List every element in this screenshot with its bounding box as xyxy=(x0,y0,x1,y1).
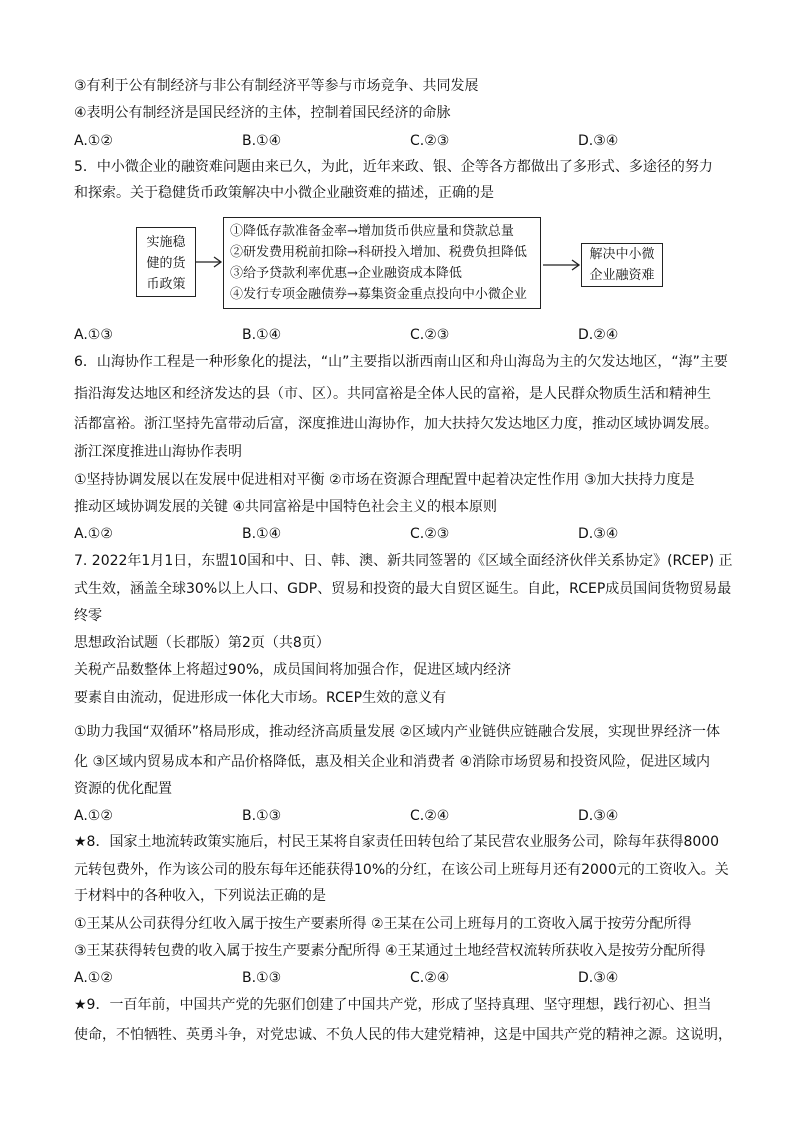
q7-stem-line-5: 要素自由流动，促进形成一体化大市场。RCEP生效的意义有 xyxy=(74,690,447,706)
q8-stem-line-1: ★8．国家土地流转政策实施后，村民王某将自家责任田转包给了某民营农业服务公司，除每年获得8000 xyxy=(74,834,720,850)
q9-stem-line-2: 使命，不怕牺牲、英勇斗争，对党忠诚、不负人民的伟大建党精神，这是中国共产党的精神之源。这说明， xyxy=(74,1027,732,1043)
q7-option-a[interactable]: A.①② xyxy=(74,808,113,824)
q7-option-c[interactable]: C.②④ xyxy=(410,808,450,824)
q8-statements-line-1: ①王某从公司获得分红收入属于按生产要素所得 ②王某在公司上班每月的工资收入属于按劳分配所得 xyxy=(74,916,692,932)
q6-option-a[interactable]: A.①② xyxy=(74,526,113,542)
diagram-goal-text-2: 企业融资难 xyxy=(589,268,655,283)
q5-option-d[interactable]: D.②④ xyxy=(578,327,619,343)
q8-option-c[interactable]: C.②④ xyxy=(410,970,450,986)
q8-stem-line-3: 于材料中的各种收入，下列说法正确的是 xyxy=(74,888,326,904)
q7-stem-line-1: 7. 2022年1月1日，东盟10国和中、日、韩、澳、新共同签署的《区域全面经济伙伴关系协定》(RCEP) 正 xyxy=(74,553,733,569)
q7-stem-line-2: 式生效，涵盖全球30%以上人口、GDP、贸易和投资的最大自贸区诞生。自此，RCEP成员国间货物贸易最 xyxy=(74,581,732,597)
q6-option-b[interactable]: B.①④ xyxy=(242,526,282,542)
q6-stem-line-1: 6．山海协作工程是一种形象化的提法，“山”主要指以浙西南山区和舟山海岛为主的欠发达地区，“海”主要 xyxy=(74,354,728,370)
q4-option-d[interactable]: D.③④ xyxy=(578,133,619,149)
q6-option-c[interactable]: C.②③ xyxy=(410,526,450,542)
q8-option-b[interactable]: B.①③ xyxy=(242,970,282,986)
page-footer: 思想政治试题（长郡版）第2页（共8页） xyxy=(74,635,330,651)
diagram-measure-1: ①降低存款准备金率→增加货币供应量和贷款总量 xyxy=(230,224,514,239)
q5-flow-diagram xyxy=(136,217,676,309)
q7-statements-line-2: 化 ③区域内贸易成本和产品价格降低，惠及相关企业和消费者 ④消除市场贸易和投资风险，促进区域内 xyxy=(74,754,710,770)
q7-options xyxy=(74,806,674,826)
q5-option-a[interactable]: A.①③ xyxy=(74,327,113,343)
diagram-goal-text-1: 解决中小微 xyxy=(589,247,655,262)
q4-option-a[interactable]: A.①② xyxy=(74,133,113,149)
diagram-policy-text-1: 实施稳 xyxy=(146,235,186,250)
q5-option-b[interactable]: B.①④ xyxy=(242,327,282,343)
diagram-policy-text-2: 健的货 xyxy=(146,256,186,271)
q5-option-c[interactable]: C.②③ xyxy=(410,327,450,343)
q5-stem-line-2: 和探索。关于稳健货币政策解决中小微企业融资难的描述，正确的是 xyxy=(74,185,494,201)
q9-stem-line-1: ★9．一百年前，中国共产党的先驱们创建了中国共产党，形成了坚持真理、坚守理想，践行初心、担当 xyxy=(74,997,712,1013)
q7-stem-line-4: 关税产品数整体上将超过90%，成员国间将加强合作，促进区域内经济 xyxy=(74,662,512,678)
diagram-arrow-2 xyxy=(543,258,581,272)
q4-option-b[interactable]: B.①④ xyxy=(242,133,282,149)
q8-option-d[interactable]: D.③④ xyxy=(578,970,619,986)
q7-statements-line-3: 资源的优化配置 xyxy=(74,781,172,797)
q8-option-a[interactable]: A.①② xyxy=(74,970,113,986)
q8-statements-line-2: ③王某获得转包费的收入属于按生产要素分配所得 ④王某通过土地经营权流转所获收入是按劳分配所得 xyxy=(74,943,706,959)
diagram-measure-2: ②研发费用税前扣除→科研投入增加、税费负担降低 xyxy=(230,245,527,260)
diagram-measure-3: ③给予贷款利率优惠→企业融资成本降低 xyxy=(230,266,462,281)
q6-stem-line-2: 指沿海发达地区和经济发达的县（市、区）。共同富裕是全体人民的富裕，是人民群众物质生活和精神生 xyxy=(74,386,711,402)
q7-stem-line-3: 终零 xyxy=(74,608,102,624)
q7-option-b[interactable]: B.①③ xyxy=(242,808,282,824)
q7-option-d[interactable]: D.③④ xyxy=(578,808,619,824)
q6-statements-line-2: 推动区域协调发展的关键 ④共同富裕是中国特色社会主义的根本原则 xyxy=(74,499,497,515)
diagram-measures-box xyxy=(223,217,541,309)
diagram-policy-box xyxy=(136,227,196,297)
q6-statements-line-1: ①坚持协调发展以在发展中促进相对平衡 ②市场在资源合理配置中起着决定性作用 ③加大扶持力度是 xyxy=(74,472,695,488)
q5-options xyxy=(74,325,674,345)
diagram-policy-text-3: 币政策 xyxy=(146,277,186,292)
q6-options xyxy=(74,524,674,544)
q7-statements-line-1: ①助力我国“双循环”格局形成，推动经济高质量发展 ②区域内产业链供应链融合发展，实现世界经济一体 xyxy=(74,724,721,740)
diagram-measure-4: ④发行专项金融债券→募集资金重点投向中小微企业 xyxy=(230,287,527,302)
q4-options xyxy=(74,131,674,151)
q6-stem-line-4: 浙江深度推进山海协作表明 xyxy=(74,444,242,460)
diagram-arrow-1 xyxy=(196,255,223,269)
q6-stem-line-3: 活都富裕。浙江坚持先富带动后富，深度推进山海协作，加大扶持欠发达地区力度，推动区域协调发展。 xyxy=(74,416,718,432)
q4-option-c[interactable]: C.②③ xyxy=(410,133,450,149)
q4-statement-3: ③有利于公有制经济与非公有制经济平等参与市场竞争、共同发展 xyxy=(74,78,479,94)
q8-options xyxy=(74,968,674,988)
q4-statement-4: ④表明公有制经济是国民经济的主体，控制着国民经济的命脉 xyxy=(74,105,451,121)
diagram-goal-box xyxy=(581,243,663,287)
q6-option-d[interactable]: D.③④ xyxy=(578,526,619,542)
q8-stem-line-2: 元转包费外，作为该公司的股东每年还能获得10%的分红，在该公司上班每月还有2000元的工资收入。关 xyxy=(74,862,729,878)
q5-stem-line-1: 5．中小微企业的融资难问题由来已久，为此，近年来政、银、企等各方都做出了多形式、多途径的努力 xyxy=(74,159,713,175)
